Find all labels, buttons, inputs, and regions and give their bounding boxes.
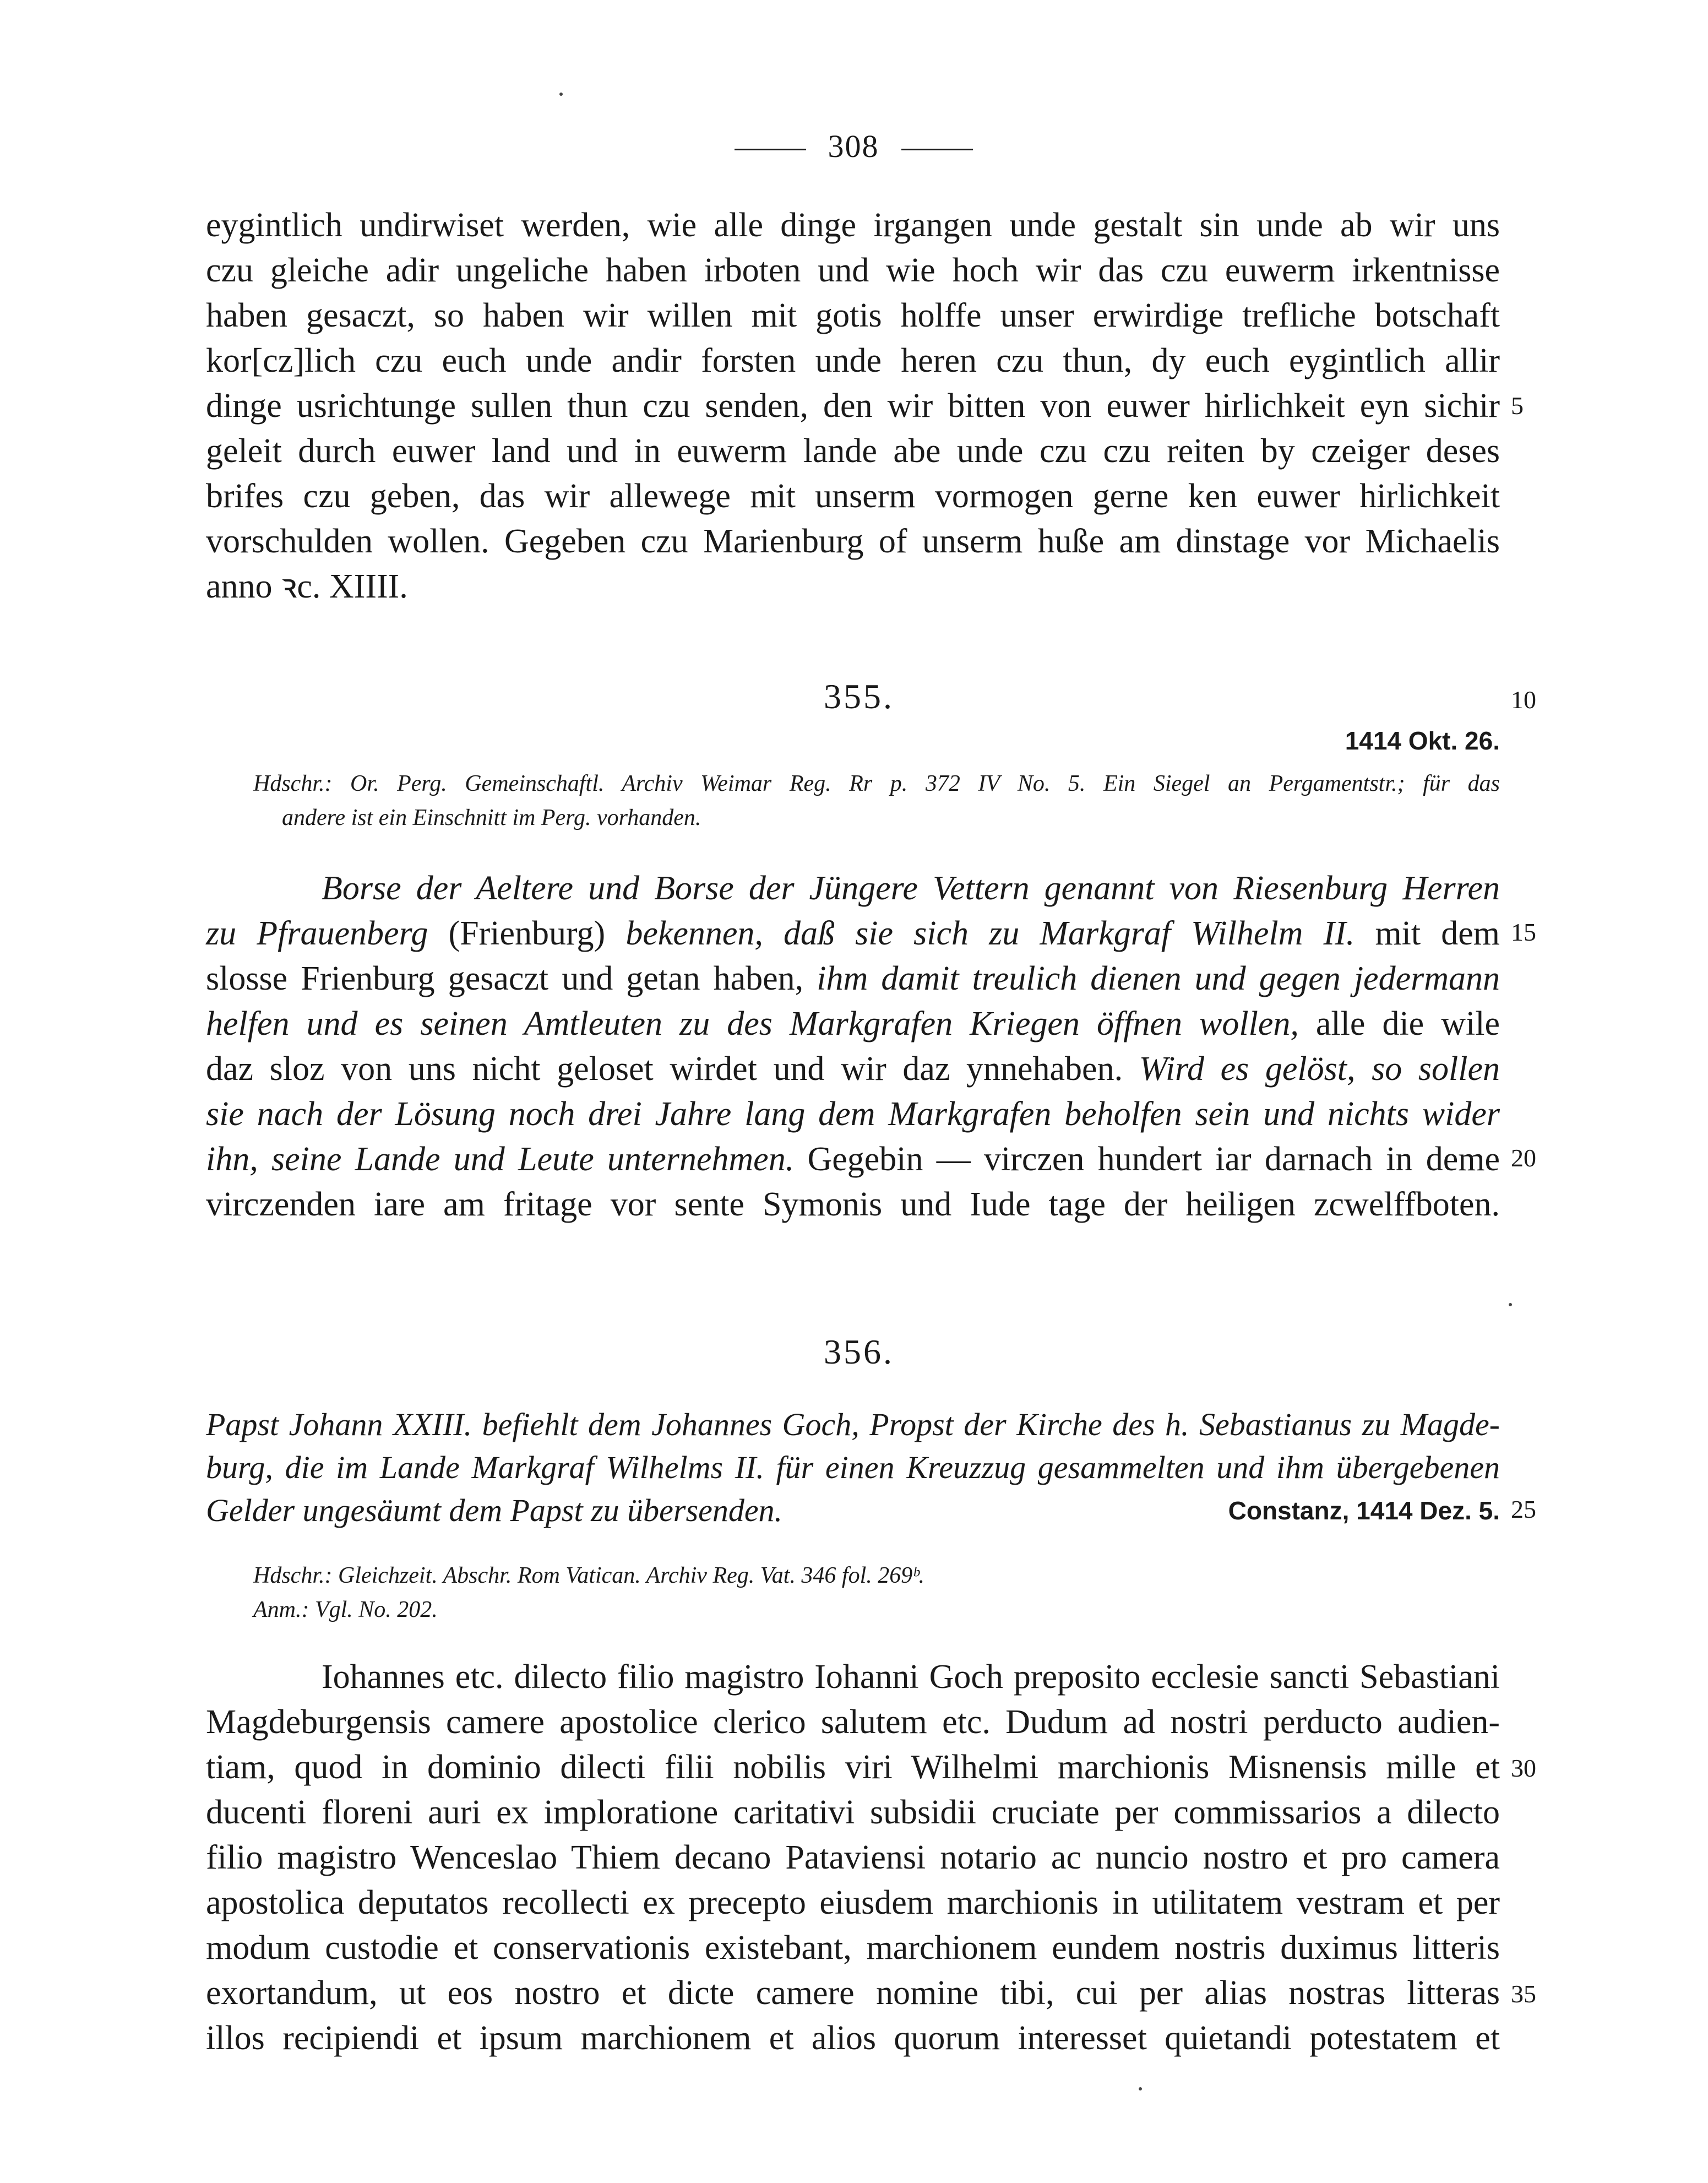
regest-line bbox=[206, 911, 1500, 956]
regest-roman: Gegebin — virczen hundert iar darnach in deme bbox=[794, 1141, 1500, 1178]
speck bbox=[559, 93, 563, 96]
charter-line: filio magistro Wenceslao Thiem decano Pataviensi notario ac nuncio nostro et pro camera bbox=[206, 1839, 1500, 1876]
charter-line: tiam, quod in dominio dilecti filii nobilis viri Wilhelmi marchionis Misnensis mille et bbox=[206, 1748, 1500, 1786]
regest-roman: slosse Frienburg gesaczt und getan haben, bbox=[206, 960, 817, 997]
summary-line: Papst Johann XXIII. befiehlt dem Johannes Goch, Propst der Kirche des h. Sebastianus zu Magde- bbox=[206, 1407, 1500, 1442]
document-number: 355. bbox=[824, 677, 894, 716]
summary-text: Gelder ungesäumt dem Papst zu übersenden. bbox=[206, 1492, 783, 1528]
header-rule-left bbox=[735, 149, 806, 150]
source-note-continued: andere ist ein Einschnitt im Perg. vorhanden. bbox=[282, 805, 701, 830]
source-note: Hdschr.: Gleichzeit. Abschr. Rom Vatican. Archiv Reg. Vat. 346 fol. 269ᵇ. bbox=[253, 1563, 925, 1588]
line-marker: 30 bbox=[1511, 1754, 1536, 1782]
regest-roman: mit dem bbox=[1355, 915, 1500, 952]
regest-line bbox=[322, 866, 1500, 911]
charter-line: modum custodie et conservationis existebant, marchionem eundem nostris duximus litteris bbox=[206, 1929, 1500, 1967]
line-marker: 5 bbox=[1511, 392, 1524, 420]
text-line: kor[cz]lich czu euch unde andir forsten unde heren czu thun, dy euch eygintlich allir bbox=[206, 342, 1500, 379]
line-marker: 15 bbox=[1511, 918, 1536, 946]
page-number: 308 bbox=[828, 128, 879, 164]
regest-line bbox=[206, 1137, 1500, 1182]
speck bbox=[1139, 2087, 1142, 2090]
line-marker: 35 bbox=[1511, 1980, 1536, 2008]
regest-line bbox=[206, 1046, 1500, 1092]
text-line: eygintlich undirwiset werden, wie alle dinge irgangen unde gestalt sin unde ab wir uns bbox=[206, 207, 1500, 244]
charter-line: apostolica deputatos recollecti ex precepto eiusdem marchionis in utilitatem vestram et per bbox=[206, 1884, 1500, 1921]
charter-line: ducenti floreni auri ex imploratione caritativi subsidii cruciate per commissarios a dilecto bbox=[206, 1794, 1500, 1831]
regest-line bbox=[206, 1092, 1500, 1137]
regest-italic: Wird es gelöst, so sollen bbox=[1139, 1050, 1500, 1088]
regest-roman: virczenden iare am fritage vor sente Symonis und Iude tage der heiligen zcwelffboten. bbox=[206, 1186, 1500, 1223]
charter-line: illos recipiendi et ipsum marchionem et alios quorum interesset quietandi potestatem et bbox=[206, 2019, 1500, 2057]
summary-line bbox=[206, 1489, 1500, 1532]
text-line: haben gesaczt, so haben wir willen mit gotis holffe unser erwirdige trefliche botschaft bbox=[206, 297, 1500, 334]
text-line: vorschulden wollen. Gegeben czu Marienburg of unserm huße am dinstage vor Michaelis bbox=[206, 523, 1500, 560]
charter-line: exortandum, ut eos nostro et dicte camere nomine tibi, cui per alias nostras litteras bbox=[206, 1974, 1500, 2012]
line-marker: 10 bbox=[1511, 686, 1536, 714]
summary-line: burg, die im Lande Markgraf Wilhelms II. für einen Kreuzzug gesammelten und ihm übergebenen bbox=[206, 1449, 1500, 1485]
regest-italic: ihm damit treulich dienen und gegen jedermann bbox=[817, 960, 1500, 997]
regest-italic: helfen und es seinen Amtleuten zu des Markgrafen Kriegen öffnen wollen, bbox=[206, 1005, 1299, 1042]
line-marker: 25 bbox=[1511, 1495, 1536, 1523]
page-header bbox=[699, 128, 1008, 165]
text-line: brifes czu geben, das wir allewege mit unserm vormogen gerne ken euwer hirlichkeit bbox=[206, 477, 1500, 515]
regest-line bbox=[206, 1001, 1500, 1046]
regest-italic: zu Pfrauenberg bbox=[206, 915, 428, 952]
regest-italic: Borse der Aeltere und Borse der Jüngere Vettern genannt von Riesenburg Herren bbox=[322, 870, 1500, 907]
regest-italic: sie nach der Lösung noch drei Jahre lang dem Markgrafen beholfen sein und nichts wider bbox=[206, 1095, 1500, 1133]
regest-roman: (Frienburg) bbox=[428, 915, 626, 952]
document-date: 1414 Okt. 26. bbox=[1345, 726, 1500, 755]
place-date: Constanz, 1414 Dez. 5. bbox=[1228, 1496, 1500, 1525]
charter-line: Magdeburgensis camere apostolice clerico salutem etc. Dudum ad nostri perducto audien- bbox=[206, 1703, 1500, 1741]
text-line: czu gleiche adir ungeliche haben irboten und wie hoch wir das czu euwerm irkentnisse bbox=[206, 252, 1500, 289]
text-line: anno ꝛc. XIIII. bbox=[206, 568, 408, 605]
speck bbox=[1509, 1303, 1512, 1306]
text-line: geleit durch euwer land und in euwerm lande abe unde czu czu reiten by czeiger deses bbox=[206, 432, 1500, 470]
regest-roman: alle die wile bbox=[1298, 1005, 1500, 1042]
annotation-note: Anm.: Vgl. No. 202. bbox=[253, 1597, 438, 1622]
regest-italic: bekennen, daß sie sich zu Markgraf Wilhelm II. bbox=[625, 915, 1355, 952]
regest-roman: daz sloz von uns nicht geloset wirdet und wir daz ynnehaben. bbox=[206, 1050, 1139, 1088]
line-marker: 20 bbox=[1511, 1144, 1536, 1172]
charter-line: Iohannes etc. dilecto filio magistro Iohanni Goch preposito ecclesie sancti Sebastiani bbox=[322, 1658, 1500, 1696]
regest-line bbox=[206, 1182, 1500, 1227]
text-line: dinge usrichtunge sullen thun czu senden, den wir bitten von euwer hirlichkeit eyn sichir bbox=[206, 387, 1500, 425]
document-number: 356. bbox=[824, 1332, 894, 1371]
regest-line bbox=[206, 956, 1500, 1001]
source-note: Hdschr.: Or. Perg. Gemeinschaftl. Archiv Weimar Reg. Rr p. 372 IV No. 5. Ein Siegel an Pergamentstr.; für das bbox=[253, 771, 1500, 796]
header-rule-right bbox=[901, 149, 973, 150]
regest-italic: ihn, seine Lande und Leute unternehmen. bbox=[206, 1141, 795, 1178]
